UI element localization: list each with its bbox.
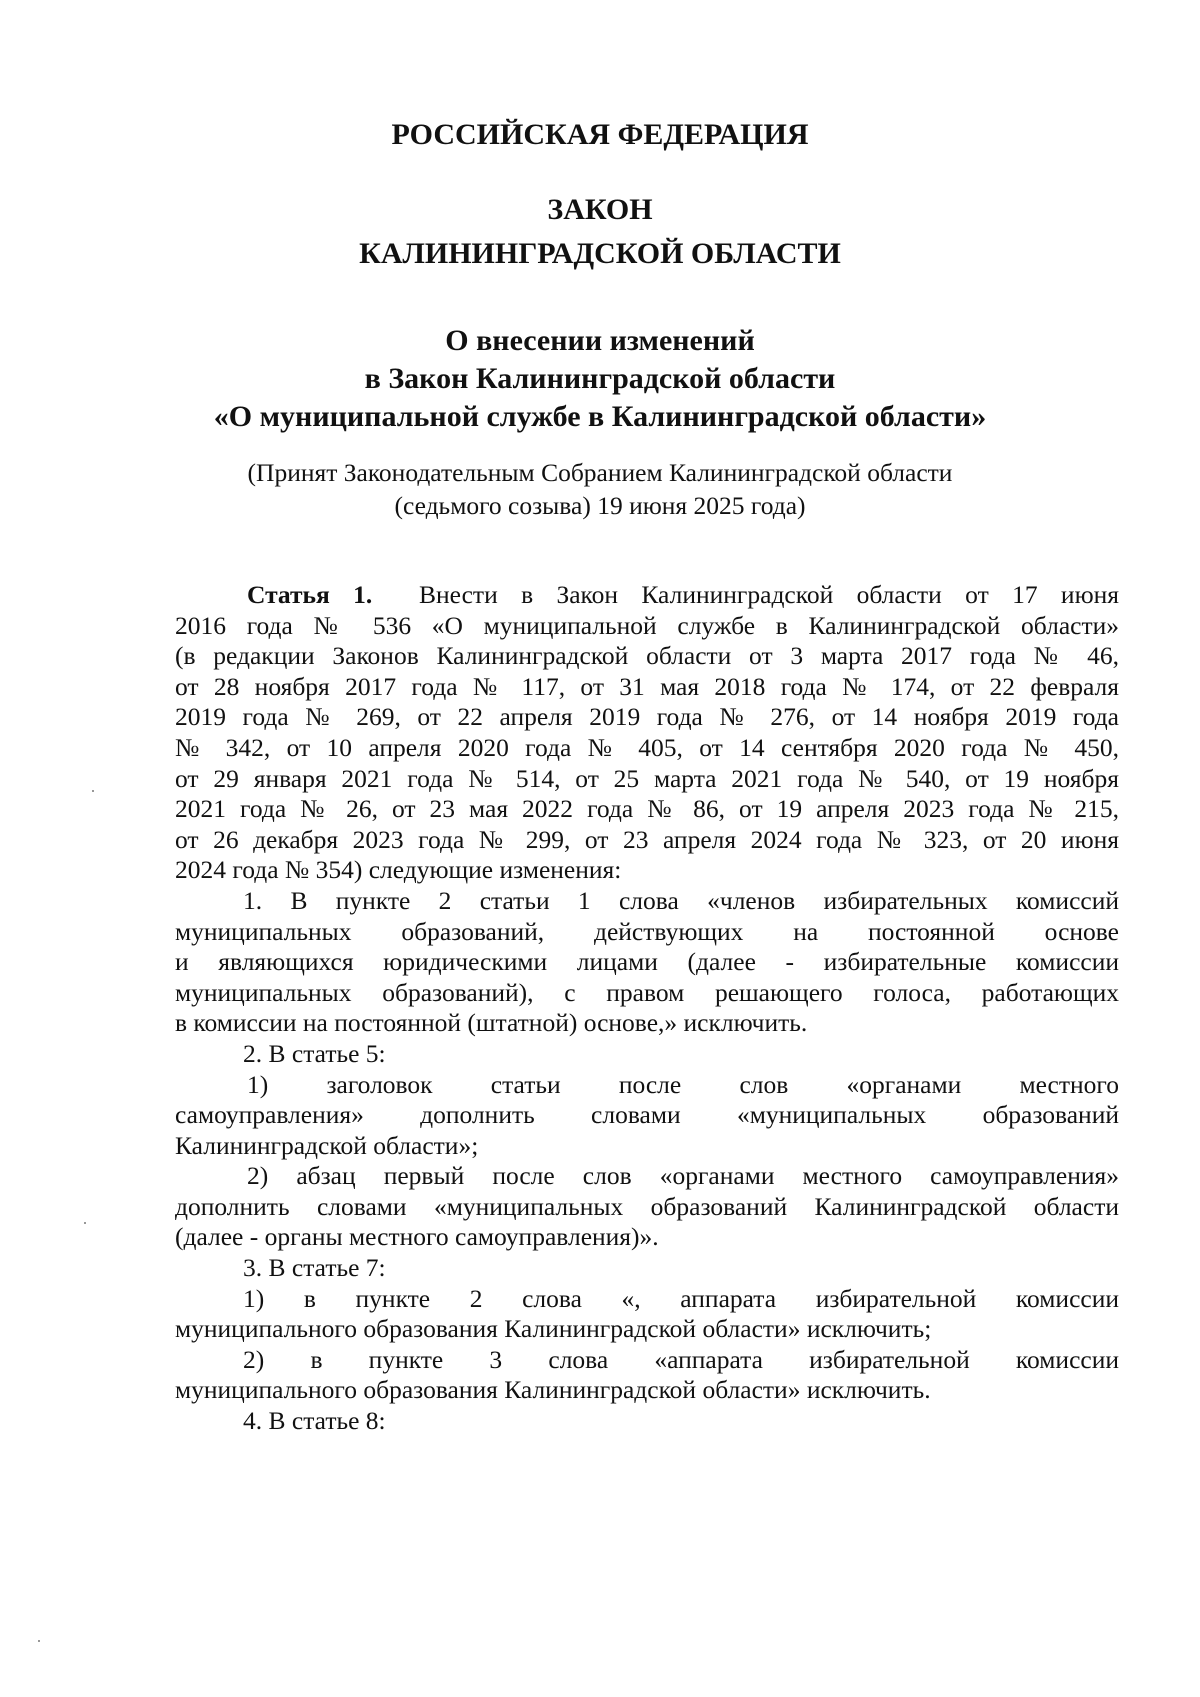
region-name: КАЛИНИНГРАДСКОЙ ОБЛАСТИ	[359, 237, 841, 270]
item-3-heading: 3. В статье 7:	[243, 1253, 386, 1283]
item-1-line: муниципальных образований, действующих на постоянной основе	[175, 916, 1119, 946]
item-1-last-line: в комиссии на постоянной (штатной) основе,» исключить.	[175, 1008, 808, 1038]
item-3-sub-1-last-line: муниципального образования Калининградской области» исключить;	[175, 1314, 932, 1344]
item-2-sub-1-line: 1) заголовок статьи после слов «органами местного	[247, 1069, 1119, 1099]
law-title-line-3: «О муниципальной службе в Калининградской области»	[213, 400, 987, 433]
article-1-label: Статья 1.	[247, 580, 373, 609]
article-1-line: 2019 года № 269, от 22 апреля 2019 года № 276, от 14 ноября 2019 года	[175, 702, 1119, 732]
item-2-sub-1-last-line: Калининградской области»;	[175, 1130, 479, 1160]
law-heading	[0, 188, 1200, 276]
scan-speck	[84, 1222, 86, 1224]
scan-speck	[92, 790, 94, 792]
country-name: РОССИЙСКАЯ ФЕДЕРАЦИЯ	[391, 118, 809, 151]
item-3-sub-2-last-line: муниципального образования Калининградской области» исключить.	[175, 1375, 931, 1405]
law-word: ЗАКОН	[547, 193, 653, 226]
item-1-line: 1. В пункте 2 статьи 1 слова «членов избирательных комиссий	[243, 885, 1119, 915]
item-3-sub-1-line: 1) в пункте 2 слова «, аппарата избирательной комиссии	[243, 1283, 1119, 1313]
article-1-line: от 26 декабря 2023 года № 299, от 23 апреля 2024 года № 323, от 20 июня	[175, 824, 1119, 854]
article-1-line: от 29 января 2021 года № 514, от 25 марта 2021 года № 540, от 19 ноября	[175, 763, 1119, 793]
law-title-line-2: в Закон Калининградской области	[364, 362, 836, 395]
item-2-sub-2-last-line: (далее - органы местного самоуправления)».	[175, 1222, 659, 1252]
scan-speck	[38, 1640, 40, 1642]
item-1-line: и являющихся юридическими лицами (далее - избирательные комиссии	[175, 947, 1119, 977]
law-title	[0, 322, 1200, 436]
item-2-sub-2-line: дополнить словами «муниципальных образований Калининградской области	[175, 1191, 1119, 1221]
article-1-line: 2016 года № 536 «О муниципальной службе в Калининградской области»	[175, 610, 1119, 640]
item-4-heading: 4. В статье 8:	[243, 1406, 386, 1436]
article-1-line: № 342, от 10 апреля 2020 года № 405, от 14 сентября 2020 года № 450,	[175, 732, 1119, 762]
law-title-line-1: О внесении изменений	[445, 324, 755, 357]
adoption-note	[0, 456, 1200, 522]
item-2-sub-2-line: 2) абзац первый после слов «органами местного самоуправления»	[247, 1161, 1119, 1191]
article-1-intro: Внести в Закон Калининградской области от 17 июня	[419, 580, 1119, 609]
adoption-note-line-1: (Принят Законодательным Собранием Калининградской области	[247, 458, 953, 487]
item-1-line: муниципальных образований), с правом решающего голоса, работающих	[175, 977, 1119, 1007]
article-1-first-line	[175, 580, 1119, 611]
article-1-line: (в редакции Законов Калининградской области от 3 марта 2017 года № 46,	[175, 641, 1119, 671]
article-1-line: 2021 года № 26, от 23 мая 2022 года № 86, от 19 апреля 2023 года № 215,	[175, 794, 1119, 824]
country-heading	[0, 118, 1200, 152]
item-2-heading: 2. В статье 5:	[243, 1038, 386, 1068]
item-2-sub-1-line: самоуправления» дополнить словами «муниципальных образований	[175, 1100, 1119, 1130]
adoption-note-line-2: (седьмого созыва) 19 июня 2025 года)	[394, 491, 806, 520]
item-3-sub-2-line: 2) в пункте 3 слова «аппарата избирательной комиссии	[243, 1344, 1119, 1374]
law-body	[175, 580, 1119, 1437]
article-1-line: от 28 ноября 2017 года № 117, от 31 мая 2018 года № 174, от 22 февраля	[175, 671, 1119, 701]
article-1-last-line: 2024 года № 354) следующие изменения:	[175, 855, 622, 885]
